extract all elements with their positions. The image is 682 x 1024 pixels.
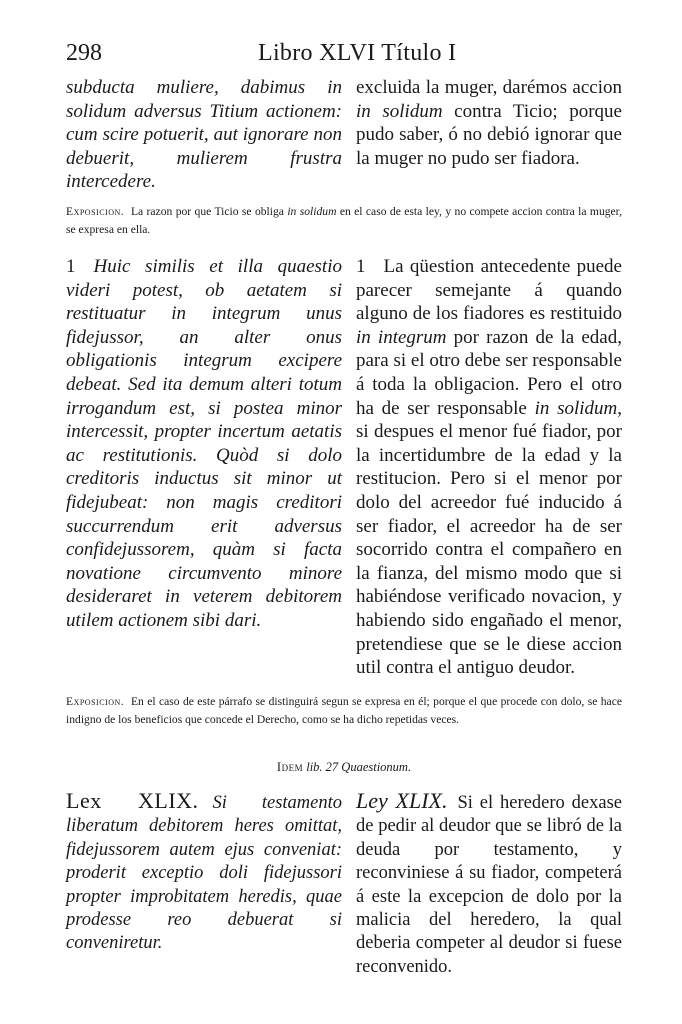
latin-column-lex49 [66,789,342,956]
lex-heading: Lex XLIX. [66,788,199,813]
running-title: Libro XLVI Título I [258,40,457,66]
latin-text: 1 Huic similis et illa quaestio videri potest, ob aetatem si restituatur in integrum unus fidejussor, an alter onus obligationis integrum excipere debeat. Sed ita demum alteri totum irrogandum est, si postea minor intercessit, propter incertum aetatis ac restitutionis. Quòd si dolo creditoris inductus sit minor ut fidejubeat: non magis creditori succurrendum erit adversus confidejussorem, quàm si facta novatione circumvento minore desideraret in veterem debitorem utilem actionem sibi dari. [66,256,342,631]
spanish-column-top [356,76,622,170]
spanish-text: 1 La qüestion antecedente puede parecer semejante á quando alguno de los fiadores es restituido in integrum por razon de la edad, para si el otro debe ser responsable á toda la obligacion. Pero el otro ha de ser responsable in solidum, si despues el menor fué fiador, por la incertidumbre de la edad y la restitucion. Pero si el menor por dolo del acreedor fué inducido á ser fiador, el acreedor ha de ser socorrido contra el compañero en la fianza, del mismo modo que si habiéndose verificado novacion, y habiendo sido engañado el menor, pretendiese que se le diese accion util contra el antiguo deudor. [356,256,623,679]
note-label: Exposicion. [66,205,125,218]
exposition-note-2: Exposicion. En el caso de este párrafo se distinguirá segun se expresa en él; porque el que procede con dolo, se hace indigno de los beneficios que concede el Derecho, como se ha dicho repetidas veces. [66,695,622,726]
spanish-text: excluida la muger, darémos accion in solidum contra Ticio; porque pudo saber, ó no debió ignorar que la muger no pudo ser fiadora. [356,77,622,169]
spanish-column-para1 [356,255,622,680]
attribution-work: lib. 27 Quaestionum. [306,760,412,774]
latin-text: subducta muliere, dabimus in solidum adversus Titium actionem: cum scire potuerit, aut ignorare non debuerit, mulierem frustra intercedere. [66,77,342,193]
latin-column-top [66,76,342,194]
spanish-column-lex49 [356,789,622,979]
latin-text: Lex XLIX. Si testamento liberatum debitorem heres omittat, fidejussorem autem ejus conveniat: proderit exceptio doli fidejussori propter improbitatem heredis, quae prodesse reo debuerat si conveniretur. [66,788,343,954]
page-number: 298 [66,40,102,66]
paragraph-number: 1 [356,256,366,277]
ley-heading: Ley XLIX. [356,788,448,813]
attribution-author: Idem [276,760,304,774]
source-attribution [66,760,622,775]
paragraph-number: 1 [66,256,76,277]
latin-column-para1 [66,255,342,633]
note-label: Exposicion. [66,695,125,708]
spanish-text: Ley XLIX. Si el heredero dexase de pedir al deudor que se libró de la deuda por testamento, y reconviniese á su fiador, competerá á este la excepcion de dolo por la malicia del heredero, la qual deberia competer al deudor si fuese reconvenido. [356,788,622,977]
exposition-note-1: Exposicion. La razon por que Ticio se obliga in solidum en el caso de esta ley, y no compete accion contra la muger, se expresa en ella. [66,205,622,236]
page-header [66,40,626,74]
